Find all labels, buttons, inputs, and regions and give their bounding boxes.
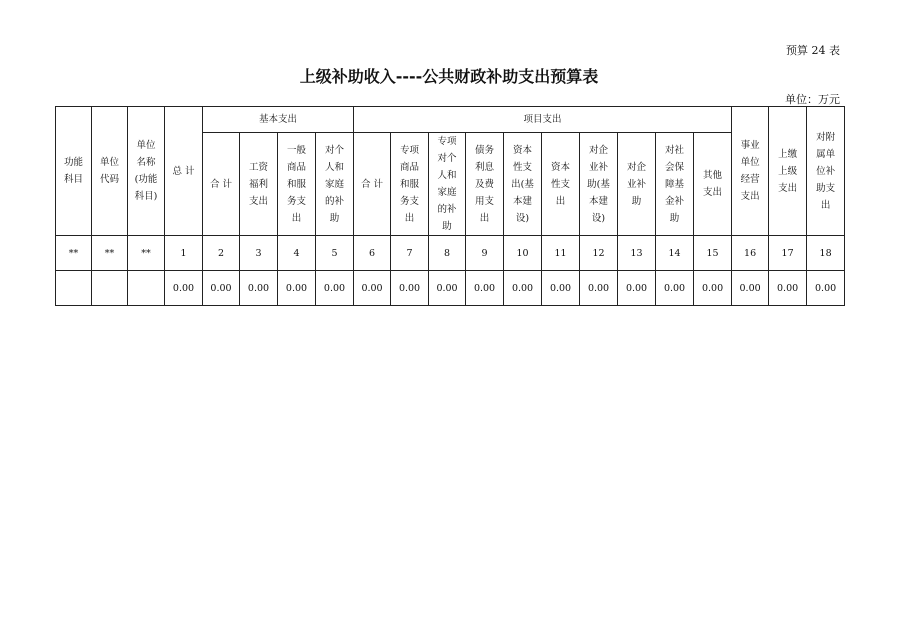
value-cell: [92, 271, 128, 306]
header-basic-col: [203, 133, 240, 236]
header-func-label: 功能 科目: [63, 157, 83, 185]
header-project-col: [429, 133, 466, 236]
header-project-col: [542, 133, 580, 236]
index-cell: 14: [656, 236, 694, 271]
index-cell: **: [92, 236, 128, 271]
value-cell: 0.00: [391, 271, 429, 306]
value-cell: 0.00: [542, 271, 580, 306]
header-basic-col: [240, 133, 278, 236]
header-basic-label: 对个 人和 家庭 的补 助: [325, 144, 345, 224]
header-basic-col: [316, 133, 354, 236]
header-cell-func: [56, 107, 92, 236]
header-shiye-label: 事业 单位 经营 支出: [740, 140, 760, 202]
header-group-project: [354, 107, 732, 133]
header-project-col: [694, 133, 732, 236]
header-cell-shiye: [732, 107, 769, 236]
header-project-col: [504, 133, 542, 236]
header-project-label: 其他 支出: [703, 170, 723, 198]
header-project-label: 资本 性支 出: [551, 161, 571, 207]
page-title: 上级补助收入----公共财政补助支出预算表: [299, 67, 599, 86]
header-total-label: 总 计: [172, 165, 195, 177]
header-cell-shangjiao: [769, 107, 807, 236]
budget-table: [55, 106, 845, 306]
index-cell: 8: [429, 236, 466, 271]
header-duifu-label: 对附 属单 位补 助支 出: [816, 131, 836, 211]
index-cell: 12: [580, 236, 618, 271]
value-cell: 0.00: [429, 271, 466, 306]
header-project-col: [656, 133, 694, 236]
value-cell: 0.00: [466, 271, 504, 306]
header-project-col: [580, 133, 618, 236]
header-project-label: 对企 业补 助(基 本建 设): [587, 144, 610, 224]
header-project-col: [466, 133, 504, 236]
index-cell: 17: [769, 236, 807, 271]
index-cell: 2: [203, 236, 240, 271]
header-cell-name: [128, 107, 165, 236]
value-cell: 0.00: [694, 271, 732, 306]
index-cell: 5: [316, 236, 354, 271]
value-cell: 0.00: [618, 271, 656, 306]
header-code-label: 单位 代码: [99, 157, 119, 185]
value-cell: 0.00: [165, 271, 203, 306]
header-project-label: 对企 业补 助: [627, 161, 647, 207]
header-name-label: 单位 名称 (功能 科目): [134, 140, 158, 202]
value-cell: 0.00: [354, 271, 391, 306]
value-cell: [128, 271, 165, 306]
index-cell: 9: [466, 236, 504, 271]
value-row: [56, 271, 845, 306]
index-cell: 13: [618, 236, 656, 271]
index-cell: 16: [732, 236, 769, 271]
index-cell: 10: [504, 236, 542, 271]
index-row: [56, 236, 845, 271]
header-group-basic: [203, 107, 354, 133]
header-basic-label: 合 计: [209, 178, 233, 190]
value-cell: 0.00: [203, 271, 240, 306]
header-project-label: 债务 利息 及费 用支 出: [475, 144, 495, 224]
header-project-col: [618, 133, 656, 236]
header-basic-col: [278, 133, 316, 236]
header-project-label: 专项 对个 人和 家庭 的补 助: [437, 136, 457, 232]
header-cell-code: [92, 107, 128, 236]
header-project-label: 资本 性支 出(基 本建 设): [511, 144, 534, 224]
value-cell: 0.00: [316, 271, 354, 306]
value-cell: 0.00: [769, 271, 807, 306]
index-cell: 15: [694, 236, 732, 271]
value-cell: 0.00: [656, 271, 694, 306]
header-row-top: [56, 107, 845, 133]
unit-label: 单位：万元: [785, 93, 840, 106]
index-cell: 1: [165, 236, 203, 271]
header-group-basic-label: 基本支出: [259, 114, 298, 125]
header-cell-total: [165, 107, 203, 236]
index-cell: 7: [391, 236, 429, 271]
value-cell: 0.00: [807, 271, 845, 306]
index-cell: 11: [542, 236, 580, 271]
value-cell: 0.00: [732, 271, 769, 306]
header-project-label: 对社 会保 障基 金补 助: [665, 144, 685, 224]
header-basic-label: 工资 福利 支出: [248, 161, 268, 207]
index-cell: **: [56, 236, 92, 271]
form-number: 预算 24 表: [786, 44, 840, 57]
value-cell: [56, 271, 92, 306]
index-cell: 4: [278, 236, 316, 271]
index-cell: 3: [240, 236, 278, 271]
header-cell-duifu: [807, 107, 845, 236]
header-basic-label: 一般 商品 和服 务支 出: [286, 144, 306, 224]
header-group-project-label: 项目支出: [523, 114, 562, 125]
value-cell: 0.00: [278, 271, 316, 306]
index-cell: **: [128, 236, 165, 271]
header-project-label: 合 计: [361, 178, 384, 190]
header-project-label: 专项 商品 和服 务支 出: [400, 144, 420, 224]
value-cell: 0.00: [240, 271, 278, 306]
header-project-col: [354, 133, 391, 236]
index-cell: 18: [807, 236, 845, 271]
header-project-col: [391, 133, 429, 236]
index-cell: 6: [354, 236, 391, 271]
value-cell: 0.00: [580, 271, 618, 306]
header-shangjiao-label: 上缴 上级 支出: [778, 148, 798, 194]
value-cell: 0.00: [504, 271, 542, 306]
